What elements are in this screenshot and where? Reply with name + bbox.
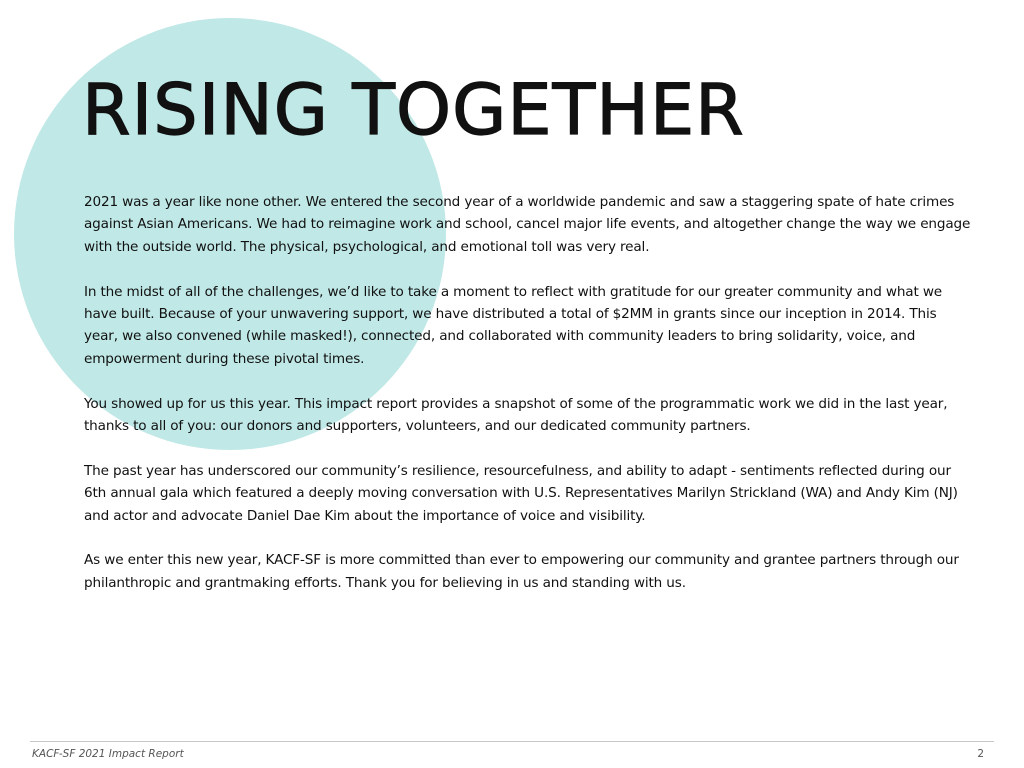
page-title: RISING TOGETHER: [82, 69, 745, 151]
paragraph-gratitude: In the midst of all of the challenges, we’d like to take a moment to reflect with gratitude for our greater community and what we have built. Because of your unwavering support, we have distributed a total of $2MM in grants since our inception in 2014. This year, we also convened (while masked!), connected, and collaborated with community leaders to bring solidarity, voice, and empowerment during these pivotal times.: [84, 283, 943, 367]
paragraph-impact-report: You showed up for us this year. This impact report provides a snapshot of some of the programmatic work we did in the last year, thanks to all of you: our donors and supporters, volunteers, and our dedicated community partners.: [84, 395, 948, 435]
footer-report-label: KACF-SF 2021 Impact Report: [32, 748, 184, 760]
footer-divider: [30, 741, 994, 742]
page-number: 2: [977, 748, 984, 760]
paragraph-intro: 2021 was a year like none other. We entered the second year of a worldwide pandemic and saw a staggering spate of hate crimes against Asian Americans. We had to reimagine work and school, cancel major life events, and altogether change the way we engage with the outside world. The physical, psychological, and emotional toll was very real.: [84, 194, 971, 255]
paragraph-commitment: As we enter this new year, KACF-SF is more committed than ever to empowering our community and grantee partners through our philanthropic and grantmaking efforts. Thank you for believing in us and standing with us.: [84, 552, 959, 591]
paragraph-resilience: The past year has underscored our community’s resilience, resourcefulness, and ability to adapt - sentiments reflected during our 6th annual gala which featured a deeply moving conversation with U.S. Representatives Marilyn Strickland (WA) and Andy Kim (NJ) and actor and advocate Daniel Dae Kim about the importance of voice and visibility.: [84, 462, 958, 524]
body-text: [84, 191, 972, 617]
